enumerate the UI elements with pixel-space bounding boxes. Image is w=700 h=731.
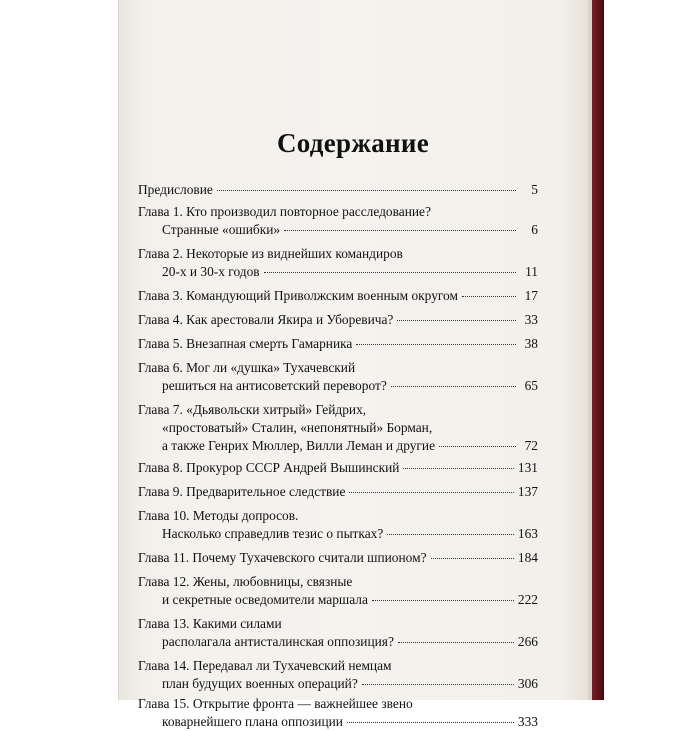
toc-entry-line (138, 203, 538, 221)
toc-entry (138, 695, 538, 731)
toc-entry-text: Странные «ошибки» (162, 222, 281, 237)
toc-entry-line (138, 221, 538, 239)
dot-leader (431, 558, 514, 559)
toc-entry (138, 203, 538, 239)
background-left (0, 0, 118, 700)
toc-page-number: 131 (517, 460, 538, 475)
toc-entry (138, 181, 538, 199)
toc-entry (138, 335, 538, 353)
dot-leader (347, 722, 514, 723)
toc-entry-line (138, 437, 538, 455)
toc-entry-text: Глава 5. Внезапная смерть Гамарника (138, 336, 353, 351)
toc-entry-text: Глава 6. Мог ли «душка» Тухачевский (138, 360, 356, 375)
toc-entry (138, 311, 538, 329)
toc-entry (138, 401, 538, 455)
background-right (604, 0, 700, 700)
toc-entry-text: 20-х и 30-х годов (162, 264, 260, 279)
toc-entry-text: Глава 14. Передавал ли Тухачевский немцам (138, 658, 392, 673)
toc-page-number: 333 (517, 714, 538, 729)
toc-entry-text: Глава 9. Предварительное следствие (138, 484, 346, 499)
dot-leader (264, 272, 516, 273)
toc-entry-line (138, 695, 538, 713)
book-cover-edge (592, 0, 604, 700)
toc-entry-text: Глава 2. Некоторые из виднейших командиров (138, 246, 403, 261)
toc-entry (138, 573, 538, 609)
toc-entry-text: Глава 7. «Дьявольски хитрый» Гейдрих, (138, 402, 367, 417)
toc-entry-line (138, 573, 538, 591)
toc-entry-text: Глава 11. Почему Тухачевского считали шпионом? (138, 550, 427, 565)
toc-entry-line (138, 311, 538, 329)
toc-entry (138, 615, 538, 651)
toc-entry-line (138, 483, 538, 501)
toc-page-number: 5 (531, 182, 538, 197)
toc-page-number: 17 (524, 288, 538, 303)
toc-entry-text: Глава 4. Как арестовали Якира и Уборевича? (138, 312, 394, 327)
toc-entry (138, 459, 538, 477)
toc-entry-text: а также Генрих Мюллер, Вилли Леман и другие (162, 438, 436, 453)
toc-entry-text: Глава 8. Прокурор СССР Андрей Вышинский (138, 460, 400, 475)
toc-entry-line (138, 335, 538, 353)
page-title: Содержание (276, 128, 430, 158)
toc-entry-text: Глава 12. Жены, любовницы, связные (138, 574, 353, 589)
dot-leader (362, 684, 514, 685)
toc-entry-line (138, 359, 538, 377)
toc-page-number: 137 (517, 484, 538, 499)
toc-entry (138, 245, 538, 281)
toc-entry-line (138, 181, 538, 199)
toc-entry-line (138, 263, 538, 281)
toc-entry-text: «простоватый» Сталин, «непонятный» Борман, (162, 420, 433, 435)
toc-page-number: 65 (524, 378, 538, 393)
toc-page-number: 163 (517, 526, 538, 541)
toc-entry-line (138, 549, 538, 567)
toc-page-number: 33 (524, 312, 538, 327)
toc-entry (138, 507, 538, 543)
dot-leader (349, 492, 513, 493)
toc-entry-line (138, 507, 538, 525)
toc-entry-text: Глава 1. Кто производил повторное расследование? (138, 204, 431, 219)
dot-leader (391, 386, 516, 387)
toc-entry-line (138, 591, 538, 609)
toc-entry-text: Насколько справедлив тезис о пытках? (162, 526, 384, 541)
toc-page-number: 11 (525, 264, 538, 279)
toc-entry-line (138, 419, 538, 437)
toc-entry-text: Предисловие (138, 182, 213, 197)
toc-entry-line (138, 657, 538, 675)
toc-entry (138, 483, 538, 501)
toc-page-number: 38 (524, 336, 538, 351)
toc-entry-line (138, 459, 538, 477)
toc-entry (138, 549, 538, 567)
dot-leader (397, 320, 516, 321)
dot-leader (403, 468, 513, 469)
toc-entry-text: и секретные осведомители маршала (162, 592, 368, 607)
dot-leader (284, 230, 516, 231)
dot-leader (398, 642, 514, 643)
toc-entry (138, 359, 538, 395)
toc-entry-line (138, 401, 538, 419)
toc-page-number: 266 (517, 634, 538, 649)
toc-entry-text: план будущих военных операций? (162, 676, 358, 691)
toc-entry-text: Глава 15. Открытие фронта — важнейшее звено (138, 696, 413, 711)
toc-entry-line (138, 525, 538, 543)
toc-entry-line (138, 633, 538, 651)
table-of-contents (138, 181, 538, 731)
dot-leader (356, 344, 516, 345)
toc-entry-text: Глава 10. Методы допросов. (138, 508, 299, 523)
dot-leader (462, 296, 516, 297)
toc-entry-line (138, 615, 538, 633)
toc-entry-line (138, 245, 538, 263)
toc-page-number: 6 (531, 222, 538, 237)
toc-entry-text: Глава 13. Какими силами (138, 616, 282, 631)
toc-page-number: 72 (524, 438, 538, 453)
toc-page-number: 184 (517, 550, 538, 565)
dot-leader (439, 446, 516, 447)
toc-entry-text: решиться на антисоветский переворот? (162, 378, 387, 393)
toc-page-number: 222 (517, 592, 538, 607)
toc-entry-line (138, 377, 538, 395)
dot-leader (372, 600, 514, 601)
toc-entry (138, 287, 538, 305)
toc-entry-text: Глава 3. Командующий Приволжским военным округом (138, 288, 458, 303)
toc-entry-text: коварнейшего плана оппозиции (162, 714, 343, 729)
toc-entry-line (138, 713, 538, 731)
toc-entry-line (138, 675, 538, 693)
toc-entry-line (138, 287, 538, 305)
toc-entry-text: располагала антисталинская оппозиция? (162, 634, 394, 649)
toc-page-number: 306 (517, 676, 538, 691)
toc-entry (138, 657, 538, 693)
dot-leader (387, 534, 514, 535)
dot-leader (217, 190, 516, 191)
